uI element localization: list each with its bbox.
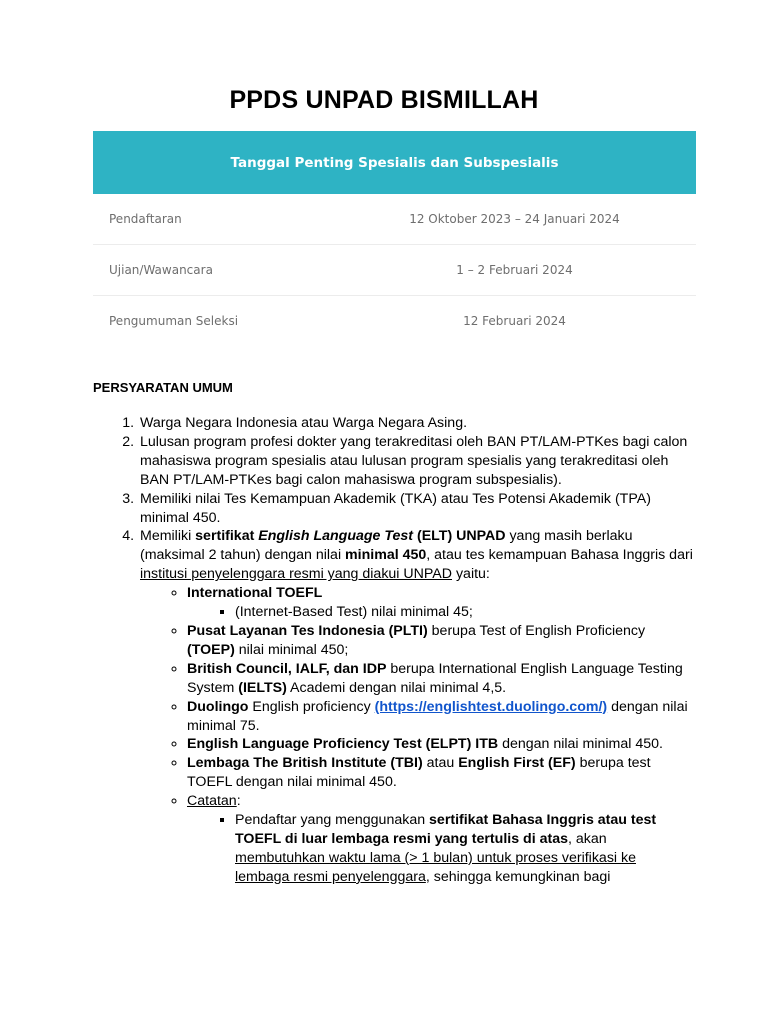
sub-sub-list-item [235,811,693,887]
sub-list-item [187,735,693,754]
bold-italic-text: English Language Test [258,528,414,545]
dates-row-label: Pengumuman Seleksi [109,314,239,328]
dates-row-pendaftaran [93,194,696,245]
sub-sub-list [187,811,693,887]
text: Memiliki [140,528,196,545]
requirements-list [93,414,693,887]
dates-row-ujian [93,245,696,296]
list-item [138,527,693,886]
sub-sub-list [187,603,693,622]
section-title: PERSYARATAN UMUM [93,380,233,395]
dates-row-label: Ujian/Wawancara [109,263,213,277]
text: berupa Test of English Proficiency [427,622,646,639]
bold-text: sertifikat Bahasa Inggris atau test TOEFL di luar lembaga resmi yang tertulis di atas [235,812,657,847]
text: : [236,793,241,810]
text: yang masih berlaku (maksimal 2 tahun) dengan nilai [140,528,633,564]
bold-text: Duolingo [187,698,249,715]
bold-text: English First (EF) [458,755,576,772]
page-title: PPDS UNPAD BISMILLAH [229,86,539,114]
text: , atau tes kemampuan Bahasa Inggris dari [426,547,693,564]
sub-list-item [187,792,693,887]
text: atau [422,755,459,772]
text: (Internet-Based Test) nilai minimal 45; [235,604,473,621]
dates-row-label: Pendaftaran [109,212,182,226]
list-item [138,414,693,433]
bold-text: British Council, IALF, dan IDP [187,660,387,677]
underlined-text: membutuhkan waktu lama (> 1 bulan) untuk proses verifikasi ke lembaga resmi penyelenggara [235,849,636,885]
dates-row-value: 1 – 2 Februari 2024 [456,263,573,277]
text: berupa International English Language Testing System [187,660,683,696]
bold-text: International TOEFL [187,585,323,602]
bold-text: minimal 450 [345,547,427,564]
text: English proficiency [248,698,375,715]
underlined-text: institusi penyelenggara resmi yang diakui UNPAD [140,566,453,583]
text: dengan nilai minimal 75. [187,698,688,734]
sub-list-item [187,622,693,660]
sub-list-item [187,660,693,698]
sub-list-item [187,698,693,736]
text: nilai minimal 450; [234,641,349,658]
list-item [138,490,693,528]
text: Pendaftar yang menggunakan [235,812,430,829]
bold-text: (IELTS) [238,679,287,696]
text: , akan [567,830,607,847]
list-item [138,433,693,490]
important-dates-table [93,131,696,346]
text: yaitu: [452,566,490,583]
bold-text: Pusat Layanan Tes Indonesia (PLTI) [187,622,428,639]
sub-list-item [187,754,693,792]
sub-list [140,584,693,887]
underlined-text: Catatan [187,793,237,810]
text: Academi dengan nilai minimal 4,5. [286,679,507,696]
bold-text: sertifikat [195,528,259,545]
dates-row-value: 12 Februari 2024 [463,314,566,328]
item-text: Warga Negara Indonesia atau Warga Negara Asing. [140,415,468,431]
bold-text: (ELT) UNPAD [413,528,506,545]
text: berupa test TOEFL dengan nilai minimal 450. [187,755,651,791]
sub-sub-list-item [235,603,693,622]
sub-list-item [187,584,693,622]
dates-row-value: 12 Oktober 2023 – 24 Januari 2024 [409,212,620,226]
item-text: Memiliki nilai Tes Kemampuan Akademik (TKA) atau Tes Potensi Akademik (TPA) minimal 450. [140,490,651,526]
bold-text: English Language Proficiency Test (ELPT) ITB [187,736,499,753]
duolingo-link[interactable]: (https://englishtest.duolingo.com/) [374,698,608,715]
dates-row-pengumuman [93,296,696,346]
bold-text: Lembaga The British Institute (TBI) [187,755,423,772]
dates-table-header: Tanggal Penting Spesialis dan Subspesialis [93,131,696,194]
bold-text: (TOEP) [187,641,235,658]
item-text: Lulusan program profesi dokter yang terakreditasi oleh BAN PT/LAM-PTKes bagi calon mahasiswa program spesialis atau lulusan program spesialis yang terakreditasi oleh BAN PT/LAM-PTKes bagi calon mahasiswa program subspesialis). [140,433,688,488]
text: dengan nilai minimal 450. [498,736,663,753]
text: , sehingga kemungkinan bagi [425,868,611,885]
